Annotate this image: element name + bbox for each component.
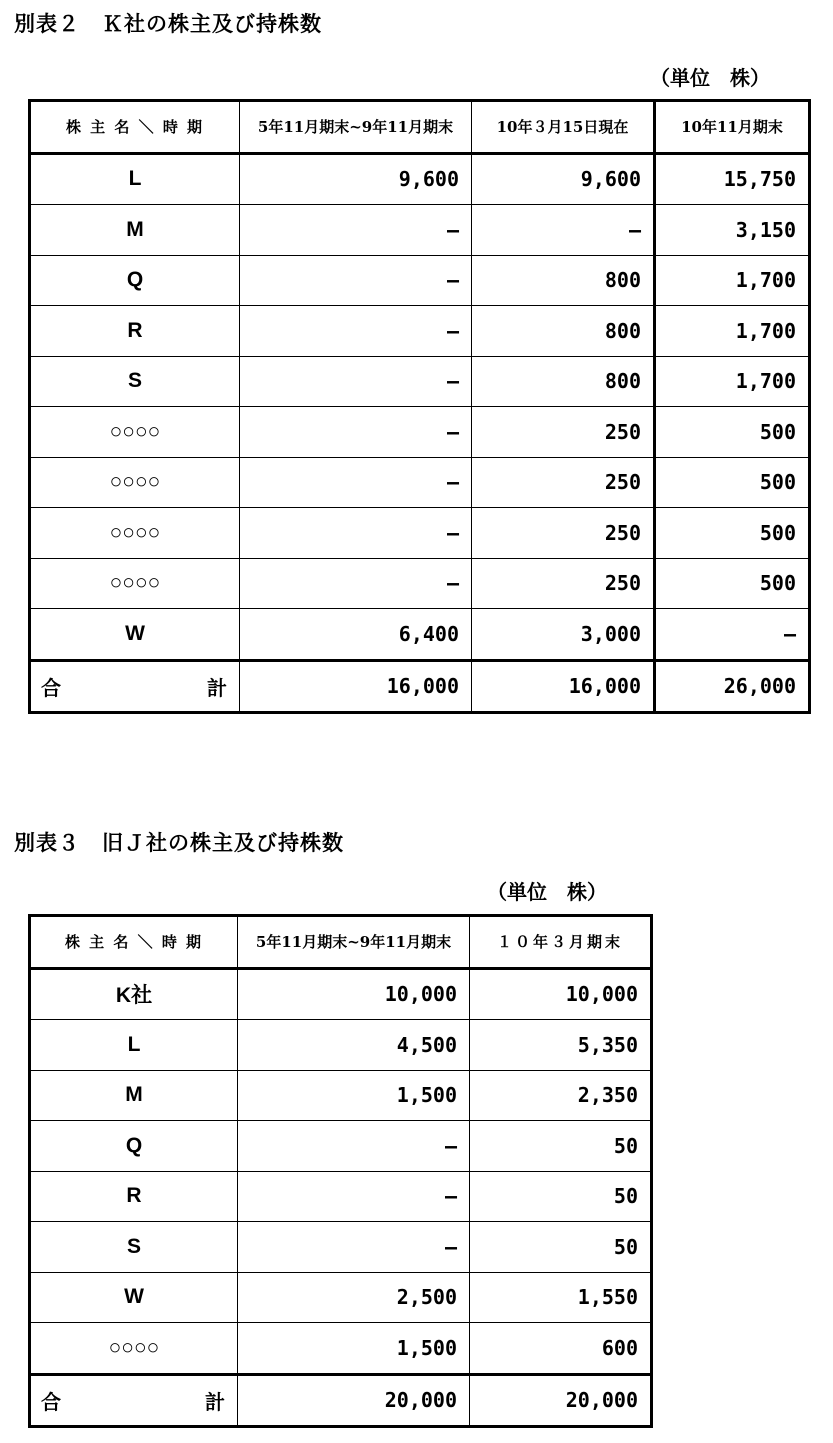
total-label-right: 計 xyxy=(205,1389,225,1414)
shares-value: 500 xyxy=(655,407,810,458)
table-row xyxy=(30,1222,652,1273)
table3-header-row xyxy=(30,916,652,969)
shareholder-name: S xyxy=(30,1222,238,1273)
shares-value: – xyxy=(240,255,472,306)
total-value: 26,000 xyxy=(655,660,810,713)
shares-value: – xyxy=(240,205,472,256)
table2-header-col2: 10年３月15日現在 xyxy=(472,101,655,154)
shareholder-name: ○○○○ xyxy=(30,407,240,458)
table-row xyxy=(30,968,652,1020)
table2-header-col3: 10年11月期末 xyxy=(655,101,810,154)
shares-value: – xyxy=(655,609,810,661)
table2-header-name: 株 主 名 ＼ 時 期 xyxy=(30,101,240,154)
shareholder-name: M xyxy=(30,205,240,256)
shares-value: 4,500 xyxy=(238,1020,470,1071)
shares-value: 10,000 xyxy=(238,968,470,1020)
table3-shareholders xyxy=(28,914,653,1428)
table-row xyxy=(30,1070,652,1121)
shares-value: 250 xyxy=(472,457,655,508)
shares-value: 2,500 xyxy=(238,1272,470,1323)
table3-unit-label: （単位 株） xyxy=(487,880,607,904)
shares-value: 10,000 xyxy=(470,968,652,1020)
shares-value: 500 xyxy=(655,457,810,508)
total-label-left: 合 xyxy=(41,1389,61,1414)
table2-title: 別表２ Ｋ社の株主及び持株数 xyxy=(14,11,322,36)
shareholder-name: ○○○○ xyxy=(30,508,240,559)
shares-value: 1,500 xyxy=(238,1323,470,1375)
shares-value: – xyxy=(240,356,472,407)
table-row xyxy=(30,457,810,508)
shares-value: – xyxy=(240,457,472,508)
shares-value: 800 xyxy=(472,306,655,357)
shares-value: 9,600 xyxy=(472,153,655,205)
shares-value: 50 xyxy=(470,1222,652,1273)
shareholder-name: L xyxy=(30,1020,238,1071)
shares-value: – xyxy=(238,1222,470,1273)
shares-value: 800 xyxy=(472,255,655,306)
shares-value: 5,350 xyxy=(470,1020,652,1071)
table-row xyxy=(30,1121,652,1172)
shareholder-name: Q xyxy=(30,255,240,306)
shares-value: 1,700 xyxy=(655,356,810,407)
table-row xyxy=(30,306,810,357)
shareholder-name: W xyxy=(30,1272,238,1323)
total-label xyxy=(30,660,240,713)
shareholder-name: L xyxy=(30,153,240,205)
table3-title: 別表３ 旧Ｊ社の株主及び持株数 xyxy=(14,830,344,855)
table2-header-col1: 5年11月期末~9年11月期末 xyxy=(240,101,472,154)
table-row xyxy=(30,1020,652,1071)
table-row xyxy=(30,407,810,458)
shares-value: – xyxy=(238,1171,470,1222)
shareholder-name: Q xyxy=(30,1121,238,1172)
shareholder-name: M xyxy=(30,1070,238,1121)
total-label-left: 合 xyxy=(41,675,61,700)
shares-value: 1,500 xyxy=(238,1070,470,1121)
shares-value: 1,700 xyxy=(655,306,810,357)
shares-value: 1,550 xyxy=(470,1272,652,1323)
shareholder-name: ○○○○ xyxy=(30,558,240,609)
shares-value: 500 xyxy=(655,558,810,609)
total-label xyxy=(30,1374,238,1427)
shares-value: 2,350 xyxy=(470,1070,652,1121)
shares-value: 1,700 xyxy=(655,255,810,306)
total-value: 20,000 xyxy=(238,1374,470,1427)
table3-header-col1: 5年11月期末~9年11月期末 xyxy=(238,916,470,969)
table-row xyxy=(30,356,810,407)
shares-value: – xyxy=(240,407,472,458)
shares-value: 50 xyxy=(470,1121,652,1172)
table-row xyxy=(30,1272,652,1323)
table-row xyxy=(30,1171,652,1222)
shares-value: 250 xyxy=(472,508,655,559)
shareholder-name: K社 xyxy=(30,968,238,1020)
table2-unit-label: （単位 株） xyxy=(650,66,770,90)
table-row xyxy=(30,558,810,609)
shareholder-name: S xyxy=(30,356,240,407)
shares-value: 3,150 xyxy=(655,205,810,256)
shares-value: – xyxy=(240,306,472,357)
total-value: 16,000 xyxy=(240,660,472,713)
table2-shareholders xyxy=(28,99,811,714)
table-row xyxy=(30,1323,652,1375)
shares-value: 6,400 xyxy=(240,609,472,661)
shareholder-name: R xyxy=(30,1171,238,1222)
shares-value: – xyxy=(472,205,655,256)
shares-value: 500 xyxy=(655,508,810,559)
shares-value: 250 xyxy=(472,558,655,609)
shares-value: 800 xyxy=(472,356,655,407)
table-row xyxy=(30,508,810,559)
table2-total-row xyxy=(30,660,810,713)
shares-value: 3,000 xyxy=(472,609,655,661)
table-row xyxy=(30,255,810,306)
table2-header-row xyxy=(30,101,810,154)
table3-header-col2: １０年３月期末 xyxy=(470,916,652,969)
shares-value: 600 xyxy=(470,1323,652,1375)
shareholder-name: R xyxy=(30,306,240,357)
shares-value: 250 xyxy=(472,407,655,458)
total-value: 20,000 xyxy=(470,1374,652,1427)
shareholder-name: ○○○○ xyxy=(30,1323,238,1375)
shares-value: – xyxy=(240,508,472,559)
shares-value: – xyxy=(240,558,472,609)
table-row xyxy=(30,609,810,661)
table3-header-name: 株 主 名 ＼ 時 期 xyxy=(30,916,238,969)
shareholder-name: ○○○○ xyxy=(30,457,240,508)
shares-value: 50 xyxy=(470,1171,652,1222)
shares-value: 15,750 xyxy=(655,153,810,205)
shares-value: 9,600 xyxy=(240,153,472,205)
shareholder-name: W xyxy=(30,609,240,661)
total-label-right: 計 xyxy=(207,675,227,700)
table-row xyxy=(30,153,810,205)
shares-value: – xyxy=(238,1121,470,1172)
table-row xyxy=(30,205,810,256)
table3-total-row xyxy=(30,1374,652,1427)
total-value: 16,000 xyxy=(472,660,655,713)
